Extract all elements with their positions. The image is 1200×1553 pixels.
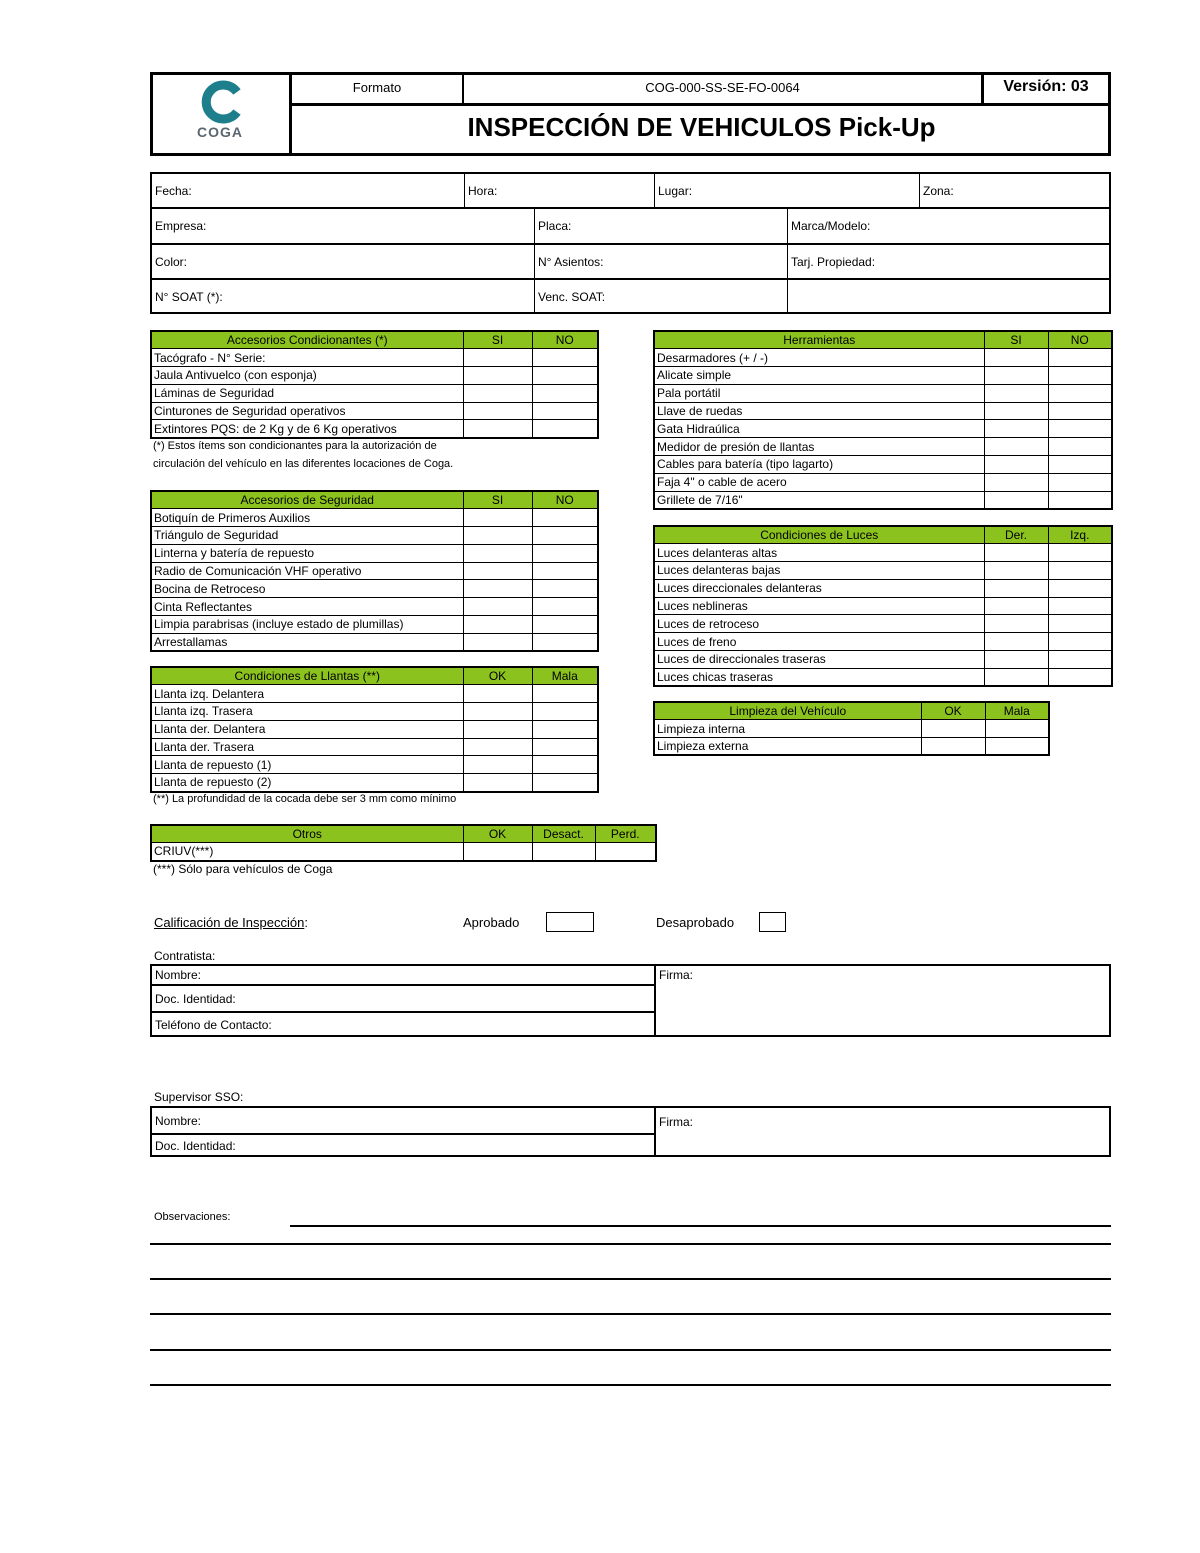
empresa-field[interactable]: Empresa: — [155, 219, 207, 233]
otros-table — [150, 824, 657, 862]
table-header-row — [654, 702, 1049, 720]
desaprobado-label: Desaprobado — [656, 915, 735, 930]
item-label: Luces de freno — [654, 633, 984, 651]
table-header-cell: Mala — [532, 667, 598, 685]
contratista-telefono-field[interactable]: Teléfono de Contacto: — [155, 1018, 272, 1032]
table-header-cell: Mala — [985, 702, 1049, 720]
table-row — [654, 615, 1112, 633]
observaciones-line[interactable] — [150, 1243, 1111, 1245]
check-cell[interactable] — [1048, 349, 1112, 367]
item-label: Llanta de repuesto (2) — [151, 774, 463, 792]
desaprobado-checkbox[interactable] — [759, 912, 786, 932]
item-label: Linterna y batería de repuesto — [151, 544, 463, 562]
check-cell[interactable] — [984, 438, 1048, 456]
check-cell[interactable] — [463, 384, 532, 402]
check-cell[interactable] — [1048, 668, 1112, 686]
item-label: Alicate simple — [654, 367, 984, 385]
document-code: COG-000-SS-SE-FO-0064 — [645, 80, 800, 95]
observaciones-line[interactable] — [150, 1313, 1111, 1315]
observaciones-line[interactable] — [150, 1384, 1111, 1386]
table-row — [151, 509, 598, 527]
item-label: Pala portátil — [654, 384, 984, 402]
table-row — [151, 420, 598, 438]
check-cell[interactable] — [985, 738, 1049, 756]
check-cell[interactable] — [1048, 579, 1112, 597]
lugar-field[interactable]: Lugar: — [658, 183, 693, 198]
table-row — [151, 527, 598, 545]
check-cell[interactable] — [984, 349, 1048, 367]
item-label: Láminas de Seguridad — [151, 384, 463, 402]
check-cell[interactable] — [532, 580, 598, 598]
table-row — [654, 562, 1112, 580]
table-header-cell: OK — [921, 702, 985, 720]
table-row — [654, 651, 1112, 669]
table-row — [654, 456, 1112, 474]
check-cell[interactable] — [532, 349, 598, 367]
check-cell[interactable] — [532, 544, 598, 562]
check-cell[interactable] — [532, 562, 598, 580]
table-header-cell: Limpieza del Vehículo — [654, 702, 921, 720]
check-cell[interactable] — [1048, 597, 1112, 615]
page-title: INSPECCIÓN DE VEHICULOS Pick-Up — [467, 112, 936, 142]
check-cell[interactable] — [1048, 420, 1112, 438]
check-cell[interactable] — [463, 544, 532, 562]
table-row — [151, 720, 598, 738]
check-cell[interactable] — [532, 720, 598, 738]
table-header-row — [654, 526, 1112, 544]
table-row — [151, 384, 598, 402]
item-label: Luces direccionales delanteras — [654, 579, 984, 597]
check-cell[interactable] — [984, 402, 1048, 420]
accesorios-seguridad-table — [150, 490, 599, 652]
contratista-nombre-field[interactable]: Nombre: — [155, 968, 202, 982]
table-row — [654, 720, 1049, 738]
item-label: Llave de ruedas — [654, 402, 984, 420]
check-cell[interactable] — [921, 738, 985, 756]
check-cell[interactable] — [532, 598, 598, 616]
check-cell[interactable] — [532, 384, 598, 402]
llantas-note: (**) La profundidad de la cocada debe ser 3 mm como mínimo — [153, 793, 457, 805]
table-header-cell: Otros — [151, 825, 463, 843]
check-cell[interactable] — [463, 633, 532, 651]
check-cell[interactable] — [1048, 491, 1112, 509]
format-label: Formato — [352, 80, 402, 95]
item-label: Llanta izq. Trasera — [151, 703, 463, 721]
observaciones-line[interactable] — [150, 1349, 1111, 1351]
item-label: Limpia parabrisas (incluye estado de plumillas) — [151, 616, 463, 634]
check-cell[interactable] — [532, 367, 598, 385]
contratista-doc-field[interactable]: Doc. Identidad: — [155, 991, 236, 1006]
calificacion-text: Calificación de Inspección — [154, 915, 305, 930]
check-cell[interactable] — [532, 420, 598, 438]
check-cell[interactable] — [984, 579, 1048, 597]
observaciones-label: Observaciones: — [154, 1211, 231, 1223]
table-header-cell: OK — [463, 667, 532, 685]
check-cell[interactable] — [463, 720, 532, 738]
table-row — [654, 597, 1112, 615]
table-row — [654, 633, 1112, 651]
table-row — [151, 580, 598, 598]
aprobado-checkbox[interactable] — [546, 912, 594, 932]
check-cell[interactable] — [532, 685, 598, 703]
item-label: Triángulo de Seguridad — [151, 527, 463, 545]
check-cell[interactable] — [1048, 633, 1112, 651]
table-row — [654, 544, 1112, 562]
check-cell[interactable] — [595, 843, 656, 861]
item-label: Radio de Comunicación VHF operativo — [151, 562, 463, 580]
supervisor-nombre-field[interactable]: Nombre: — [155, 1113, 202, 1128]
table-row — [654, 438, 1112, 456]
condiciones-luces-table — [653, 525, 1113, 687]
table-header-cell: SI — [984, 331, 1048, 349]
table-row — [151, 616, 598, 634]
header-divider-h — [289, 103, 1111, 106]
table-header-cell: Herramientas — [654, 331, 984, 349]
color-field[interactable]: Color: — [155, 254, 188, 269]
check-cell[interactable] — [984, 651, 1048, 669]
check-cell[interactable] — [984, 420, 1048, 438]
check-cell[interactable] — [463, 703, 532, 721]
check-cell[interactable] — [984, 491, 1048, 509]
check-cell[interactable] — [532, 633, 598, 651]
contratista-title: Contratista: — [154, 949, 216, 963]
table-row — [654, 738, 1049, 756]
venc-soat-field[interactable]: Venc. SOAT: — [538, 290, 606, 304]
check-cell[interactable] — [463, 527, 532, 545]
supervisor-doc-field[interactable]: Doc. Identidad: — [155, 1139, 236, 1153]
observaciones-line[interactable] — [150, 1278, 1111, 1280]
item-label: Limpieza interna — [654, 720, 921, 738]
table-row — [654, 384, 1112, 402]
item-label: Cinturones de Seguridad operativos — [151, 402, 463, 420]
check-cell[interactable] — [463, 420, 532, 438]
item-label: Luces de retroceso — [654, 615, 984, 633]
table-row — [654, 491, 1112, 509]
table-header-cell: SI — [463, 491, 532, 509]
check-cell[interactable] — [463, 402, 532, 420]
table-row — [654, 367, 1112, 385]
table-row — [151, 349, 598, 367]
check-cell[interactable] — [532, 616, 598, 634]
check-cell[interactable] — [463, 756, 532, 774]
table-header-cell: Accesorios Condicionantes (*) — [151, 331, 463, 349]
table-header-row — [151, 825, 656, 843]
item-label: Llanta der. Trasera — [151, 738, 463, 756]
table-row — [151, 633, 598, 651]
table-row — [654, 349, 1112, 367]
table-row — [151, 544, 598, 562]
supervisor-box — [150, 1106, 1111, 1157]
acc-cond-note-2: circulación del vehículo en las diferentes locaciones de Coga. — [153, 458, 454, 470]
table-row — [151, 685, 598, 703]
check-cell[interactable] — [1048, 367, 1112, 385]
table-row — [654, 579, 1112, 597]
table-header-cell: Perd. — [595, 825, 656, 843]
fecha-field[interactable]: Fecha: — [155, 183, 192, 198]
item-label: Luces delanteras altas — [654, 544, 984, 562]
table-header-cell: Izq. — [1048, 526, 1112, 544]
check-cell[interactable] — [463, 685, 532, 703]
calificacion-label — [154, 915, 308, 930]
item-label: CRIUV(***) — [151, 843, 463, 861]
item-label: Medidor de presión de llantas — [654, 438, 984, 456]
check-cell[interactable] — [1048, 473, 1112, 491]
calificacion-colon: : — [304, 915, 308, 930]
check-cell[interactable] — [985, 720, 1049, 738]
check-cell[interactable] — [463, 562, 532, 580]
check-cell[interactable] — [532, 756, 598, 774]
item-label: Botiquín de Primeros Auxilios — [151, 509, 463, 527]
table-header-row — [151, 667, 598, 685]
check-cell[interactable] — [1048, 438, 1112, 456]
table-header-cell: Accesorios de Seguridad — [151, 491, 463, 509]
table-row — [654, 668, 1112, 686]
table-row — [151, 774, 598, 792]
soat-field[interactable]: N° SOAT (*): — [155, 290, 223, 304]
empty-field[interactable] — [788, 280, 1108, 314]
hora-field[interactable]: Hora: — [468, 183, 498, 198]
table-row — [654, 420, 1112, 438]
item-label: Bocina de Retroceso — [151, 580, 463, 598]
table-row — [151, 738, 598, 756]
table-row — [151, 562, 598, 580]
item-label: Tacógrafo - N° Serie: — [151, 349, 463, 367]
check-cell[interactable] — [532, 703, 598, 721]
check-cell[interactable] — [463, 738, 532, 756]
check-cell[interactable] — [984, 384, 1048, 402]
item-label: Faja 4" o cable de acero — [654, 473, 984, 491]
item-label: Desarmadores (+ / -) — [654, 349, 984, 367]
check-cell[interactable] — [984, 562, 1048, 580]
check-cell[interactable] — [1048, 562, 1112, 580]
item-label: Grillete de 7/16" — [654, 491, 984, 509]
table-header-cell: SI — [463, 331, 532, 349]
check-cell[interactable] — [1048, 544, 1112, 562]
check-cell[interactable] — [921, 720, 985, 738]
acc-cond-note-1: (*) Estos ítems son condicionantes para la autorización de — [153, 440, 437, 452]
table-row — [151, 843, 656, 861]
check-cell[interactable] — [1048, 615, 1112, 633]
zona-field[interactable]: Zona: — [923, 183, 954, 198]
otros-note: (***) Sólo para vehículos de Coga — [153, 862, 333, 876]
table-header-cell: Condiciones de Llantas (**) — [151, 667, 463, 685]
check-cell[interactable] — [984, 615, 1048, 633]
table-row — [151, 703, 598, 721]
table-header-cell: Der. — [984, 526, 1048, 544]
contratista-box — [150, 964, 1111, 1037]
check-cell[interactable] — [463, 843, 532, 861]
table-row — [151, 367, 598, 385]
check-cell[interactable] — [984, 473, 1048, 491]
table-header-cell: Condiciones de Luces — [654, 526, 984, 544]
check-cell[interactable] — [532, 738, 598, 756]
table-header-row — [151, 491, 598, 509]
item-label: Limpieza externa — [654, 738, 921, 756]
asientos-field[interactable]: N° Asientos: — [538, 254, 604, 269]
aprobado-label: Aprobado — [463, 915, 520, 930]
marca-modelo-field[interactable]: Marca/Modelo: — [791, 219, 871, 233]
condiciones-llantas-table — [150, 666, 599, 793]
check-cell[interactable] — [984, 597, 1048, 615]
table-row — [151, 598, 598, 616]
herramientas-table — [653, 330, 1113, 510]
check-cell[interactable] — [463, 580, 532, 598]
logo-text: COGA — [197, 124, 243, 140]
check-cell[interactable] — [1048, 384, 1112, 402]
table-row — [654, 402, 1112, 420]
info-grid — [150, 172, 1111, 314]
placa-field[interactable]: Placa: — [538, 219, 572, 233]
item-label: Llanta der. Delantera — [151, 720, 463, 738]
limpieza-vehiculo-table — [653, 701, 1050, 756]
item-label: Cinta Reflectantes — [151, 598, 463, 616]
item-label: Luces neblineras — [654, 597, 984, 615]
check-cell[interactable] — [463, 367, 532, 385]
check-cell[interactable] — [532, 843, 595, 861]
item-label: Luces chicas traseras — [654, 668, 984, 686]
check-cell[interactable] — [532, 527, 598, 545]
table-header-cell: OK — [463, 825, 532, 843]
table-header-cell: NO — [532, 331, 598, 349]
supervisor-firma-field[interactable]: Firma: — [659, 1115, 693, 1129]
item-label: Arrestallamas — [151, 633, 463, 651]
item-label: Llanta de repuesto (1) — [151, 756, 463, 774]
observaciones-line[interactable] — [290, 1225, 1111, 1227]
table-row — [151, 756, 598, 774]
check-cell[interactable] — [532, 402, 598, 420]
item-label: Cables para batería (tipo lagarto) — [654, 456, 984, 474]
table-row — [151, 402, 598, 420]
check-cell[interactable] — [1048, 456, 1112, 474]
table-row — [654, 473, 1112, 491]
contratista-firma-field[interactable]: Firma: — [659, 968, 693, 982]
version-label: Versión: 03 — [1003, 78, 1089, 95]
item-label: Luces de direccionales traseras — [654, 651, 984, 669]
logo — [170, 80, 270, 146]
check-cell[interactable] — [984, 544, 1048, 562]
table-header-row — [151, 331, 598, 349]
accesorios-condicionantes-table — [150, 330, 599, 439]
check-cell[interactable] — [984, 367, 1048, 385]
check-cell[interactable] — [463, 616, 532, 634]
check-cell[interactable] — [984, 668, 1048, 686]
check-cell[interactable] — [463, 774, 532, 792]
table-header-cell: NO — [1048, 331, 1112, 349]
table-header-cell: NO — [532, 491, 598, 509]
check-cell[interactable] — [984, 456, 1048, 474]
item-label: Extintores PQS: de 2 Kg y de 6 Kg operativos — [151, 420, 463, 438]
check-cell[interactable] — [1048, 402, 1112, 420]
item-label: Llanta izq. Delantera — [151, 685, 463, 703]
item-label: Luces delanteras bajas — [654, 562, 984, 580]
check-cell[interactable] — [1048, 651, 1112, 669]
supervisor-title: Supervisor SSO: — [154, 1090, 244, 1104]
check-cell[interactable] — [984, 633, 1048, 651]
check-cell[interactable] — [532, 774, 598, 792]
check-cell[interactable] — [463, 598, 532, 616]
table-header-cell: Desact. — [532, 825, 595, 843]
item-label: Gata Hidraúlica — [654, 420, 984, 438]
coga-logo-icon — [170, 80, 270, 124]
check-cell[interactable] — [532, 509, 598, 527]
table-header-row — [654, 331, 1112, 349]
check-cell[interactable] — [463, 349, 532, 367]
tarjeta-propiedad-field[interactable]: Tarj. Propiedad: — [791, 254, 876, 269]
item-label: Jaula Antivuelco (con esponja) — [151, 367, 463, 385]
check-cell[interactable] — [463, 509, 532, 527]
